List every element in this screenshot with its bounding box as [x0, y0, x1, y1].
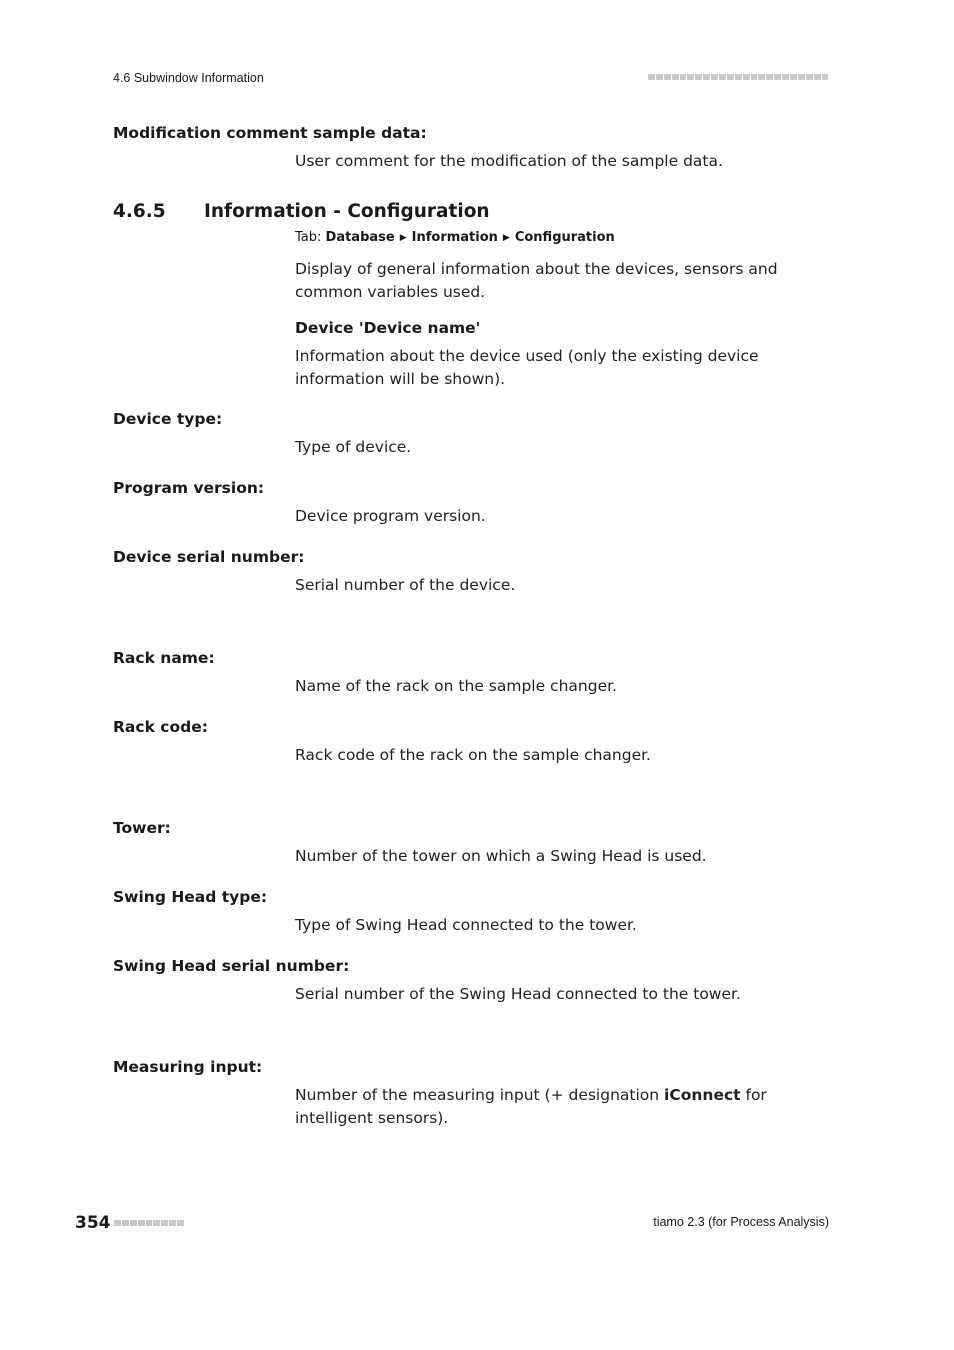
desc-modification-comment: User comment for the modification of the sample data. [295, 152, 723, 170]
header-decoration [648, 74, 828, 80]
tab-path-information: Information [411, 230, 498, 245]
term-program-version: Program version: [113, 479, 265, 497]
term-modification-comment: Modification comment sample data: [113, 124, 427, 142]
term-swing-head-serial: Swing Head serial number: [113, 957, 350, 975]
tab-path-configuration: Configuration [514, 230, 615, 245]
desc-swing-head-type: Type of Swing Head connected to the tower. [295, 916, 637, 934]
desc-rack-code: Rack code of the rack on the sample changer. [295, 746, 651, 764]
section-intro: Display of general information about the devices, sensors and common variables used. [295, 260, 778, 301]
desc-swing-head-serial: Serial number of the Swing Head connected to the tower. [295, 985, 741, 1003]
tab-path [295, 230, 615, 245]
desc-device-type: Type of device. [295, 438, 412, 456]
term-swing-head-type: Swing Head type: [113, 888, 268, 906]
subheading-intro: Information about the device used (only the existing device information will be shown). [295, 347, 759, 388]
section-number: 4.6.5 [113, 201, 166, 222]
subheading-device: Device 'Device name' [295, 319, 481, 337]
term-device-type: Device type: [113, 410, 223, 428]
term-measuring-input: Measuring input: [113, 1058, 263, 1076]
desc-program-version: Device program version. [295, 507, 486, 525]
desc-device-serial: Serial number of the device. [295, 576, 516, 594]
iconnect-label: iConnect [664, 1086, 741, 1104]
running-header: 4.6 Subwindow Information [113, 71, 264, 85]
page-number: 354 [75, 1213, 111, 1233]
desc-measuring-input: Number of the measuring input (+ designation iConnect for intelligent sensors). [295, 1086, 767, 1127]
triangle-right-icon: ▶ [399, 233, 407, 243]
tab-prefix: Tab: [295, 230, 322, 245]
tab-path-database: Database [325, 230, 395, 245]
desc-tower: Number of the tower on which a Swing Head is used. [295, 847, 707, 865]
triangle-right-icon: ▶ [502, 233, 510, 243]
footer-product: tiamo 2.3 (for Process Analysis) [653, 1215, 829, 1229]
footer-decoration [114, 1220, 184, 1226]
section-title: Information - Configuration [204, 201, 490, 222]
term-rack-code: Rack code: [113, 718, 208, 736]
term-rack-name: Rack name: [113, 649, 215, 667]
term-tower: Tower: [113, 819, 171, 837]
term-device-serial: Device serial number: [113, 548, 305, 566]
desc-rack-name: Name of the rack on the sample changer. [295, 677, 617, 695]
